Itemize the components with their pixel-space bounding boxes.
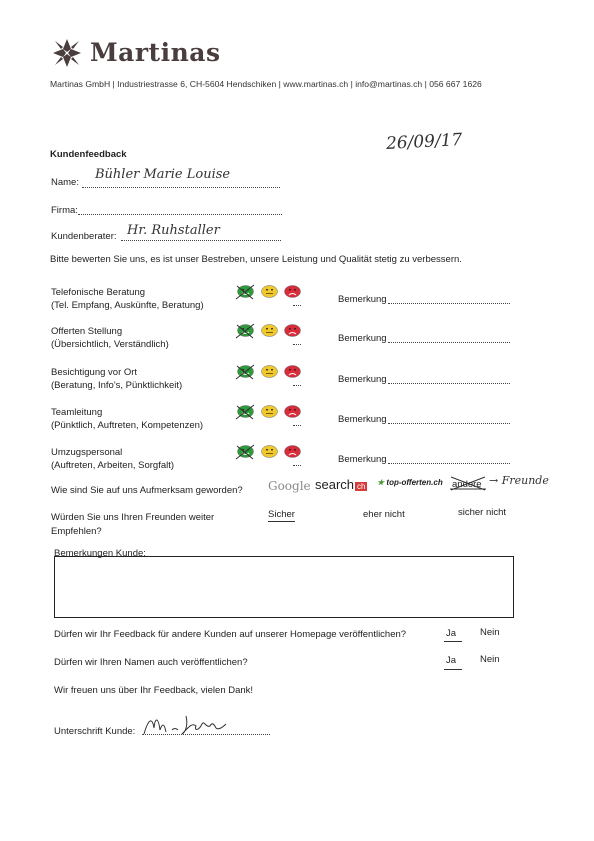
crossed-out-mark-icon	[450, 476, 486, 491]
category-title: Besichtigung vor Ort	[51, 367, 138, 378]
category-title: Umzugspersonal	[51, 447, 123, 458]
publish-question: Dürfen wir Ihr Feedback für andere Kunden auf unserer Homepage veröffentlichen?	[54, 629, 407, 640]
checked-mark-icon	[234, 363, 256, 381]
form-title: Kundenfeedback	[50, 149, 127, 160]
neutral-smiley-icon[interactable]	[261, 405, 278, 418]
signature-scribble-icon	[140, 710, 235, 738]
remark-line[interactable]	[388, 342, 510, 343]
source-andere[interactable]	[450, 476, 486, 491]
category-title: Teamleitung	[51, 407, 103, 418]
name-publish-no[interactable]: Nein	[480, 654, 500, 665]
source-handwritten: → Freunde	[489, 474, 549, 487]
bad-smiley-icon[interactable]	[284, 285, 301, 298]
recommend-option-sicher-nicht[interactable]: sicher nicht	[458, 507, 507, 518]
neutral-smiley-icon[interactable]	[261, 365, 278, 378]
remark-line[interactable]	[388, 463, 510, 464]
category-title: Telefonische Beratung	[51, 287, 146, 298]
brand-name: Martinas	[90, 38, 221, 67]
rating-category-1	[51, 286, 204, 312]
rating-underline	[293, 425, 301, 426]
remark-label: Bemerkung	[338, 374, 387, 385]
remark-line[interactable]	[388, 303, 510, 304]
star-icon: ★	[377, 478, 385, 487]
name-line	[82, 187, 280, 188]
bad-smiley-icon[interactable]	[284, 405, 301, 418]
remark-label: Bemerkung	[338, 333, 387, 344]
berater-value[interactable]: Hr. Ruhstaller	[127, 223, 220, 238]
neutral-smiley-icon[interactable]	[261, 324, 278, 337]
source-google[interactable]: Google	[268, 479, 311, 493]
bad-smiley-icon[interactable]	[284, 445, 301, 458]
source-topofferten[interactable]	[377, 478, 443, 487]
name-publish-yes[interactable]: Ja	[444, 655, 462, 670]
name-value[interactable]: Bühler Marie Louise	[95, 167, 231, 182]
neutral-smiley-icon[interactable]	[261, 285, 278, 298]
firma-label: Firma:	[51, 205, 78, 216]
remark-label: Bemerkung	[338, 414, 387, 425]
name-label: Name:	[51, 177, 79, 188]
checked-mark-icon	[234, 403, 256, 421]
source-search-label: search	[315, 477, 355, 492]
remark-label: Bemerkung	[338, 294, 387, 305]
recommend-question-line2: Empfehlen?	[51, 526, 102, 537]
checked-mark-icon	[234, 322, 256, 340]
source-search[interactable]	[315, 477, 367, 492]
rating-prompt: Bitte bewerten Sie uns, es ist unser Bestreben, unsere Leistung und Qualität stetig zu verbessern.	[50, 254, 462, 265]
martinas-logo-icon	[52, 38, 82, 68]
rating-category-3	[51, 366, 182, 392]
publish-yes[interactable]: Ja	[444, 628, 462, 642]
bad-smiley-icon[interactable]	[284, 324, 301, 337]
recommend-option-eher-nicht[interactable]: eher nicht	[363, 509, 405, 520]
recommend-question-line1: Würden Sie uns Ihren Freunden weiter	[51, 512, 215, 523]
rating-category-5	[51, 446, 174, 472]
category-detail: (Auftreten, Arbeiten, Sorgfalt)	[51, 460, 175, 471]
checked-mark-icon	[234, 283, 256, 301]
bad-smiley-icon[interactable]	[284, 365, 301, 378]
rating-category-4	[51, 406, 203, 432]
category-detail: (Tel. Empfang, Auskünfte, Beratung)	[51, 300, 204, 311]
rating-underline	[293, 465, 301, 466]
category-title: Offerten Stellung	[51, 326, 123, 337]
category-detail: (Beratung, Info's, Pünktlichkeit)	[51, 380, 183, 391]
remark-line[interactable]	[388, 383, 510, 384]
neutral-smiley-icon[interactable]	[261, 445, 278, 458]
source-andere-label: andere	[452, 479, 482, 490]
rating-underline	[293, 385, 301, 386]
comments-box[interactable]	[54, 556, 514, 618]
berater-line	[121, 240, 281, 241]
berater-label: Kundenberater:	[51, 231, 117, 242]
remark-label: Bemerkung	[338, 454, 387, 465]
source-search-badge: ch	[357, 482, 366, 491]
remark-line[interactable]	[388, 423, 510, 424]
source-question: Wie sind Sie auf uns Aufmerksam geworden?	[51, 485, 243, 496]
company-address: Martinas GmbH | Industriestrasse 6, CH-5604 Hendschiken | www.martinas.ch | info@martinas.ch | 056 667 1626	[50, 79, 482, 89]
comments-label: Bemerkungen Kunde:	[54, 548, 146, 559]
handwritten-date: 26/09/17	[385, 130, 463, 154]
source-topofferten-label: top-offerten.ch	[386, 478, 443, 487]
checked-mark-icon	[234, 443, 256, 461]
firma-line[interactable]	[78, 214, 282, 215]
name-publish-question: Dürfen wir Ihren Namen auch veröffentlichen?	[54, 657, 248, 668]
rating-category-2	[51, 325, 169, 351]
thanks-text: Wir freuen uns über Ihr Feedback, vielen Dank!	[54, 685, 254, 696]
category-detail: (Pünktlich, Auftreten, Kompetenzen)	[51, 420, 204, 431]
publish-no[interactable]: Nein	[480, 627, 500, 638]
signature-label: Unterschrift Kunde:	[54, 726, 136, 737]
category-detail: (Übersichtlich, Verständlich)	[51, 339, 169, 350]
rating-underline	[293, 344, 301, 345]
rating-underline	[293, 305, 301, 306]
recommend-option-sicher[interactable]: Sicher	[268, 509, 295, 520]
